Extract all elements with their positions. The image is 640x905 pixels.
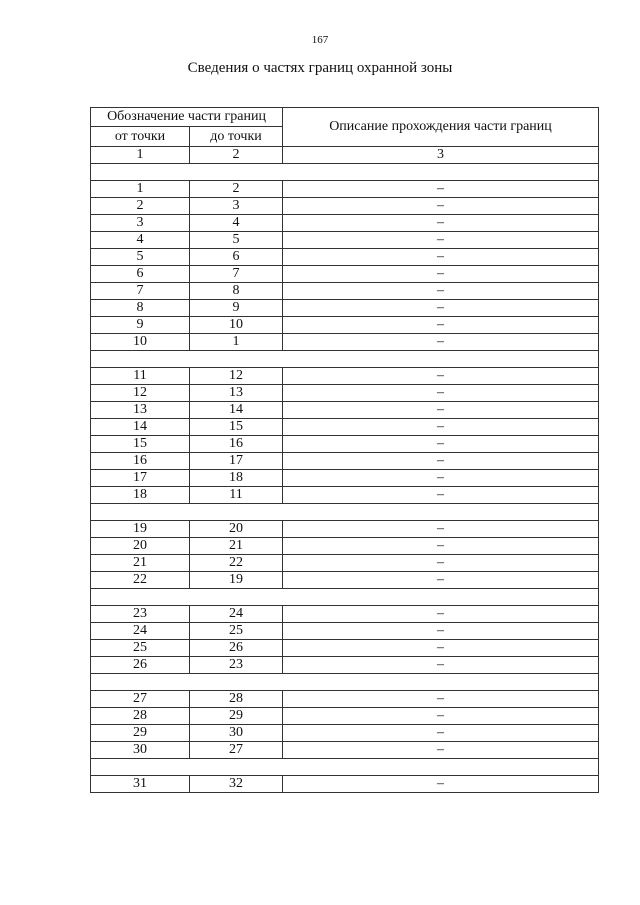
table-row — [91, 538, 599, 555]
from-point-cell: 16 — [91, 453, 190, 470]
table-header-row — [91, 108, 599, 127]
from-point-cell: 4 — [91, 232, 190, 249]
to-point-cell: 11 — [190, 487, 283, 504]
to-point-cell: 2 — [190, 181, 283, 198]
table-row — [91, 691, 599, 708]
from-point-header: от точки — [91, 127, 190, 147]
from-point-cell: 25 — [91, 640, 190, 657]
from-point-cell: 17 — [91, 470, 190, 487]
description-cell: – — [283, 249, 599, 266]
to-point-cell: 16 — [190, 436, 283, 453]
to-point-cell: 1 — [190, 334, 283, 351]
description-cell: – — [283, 453, 599, 470]
description-cell: – — [283, 725, 599, 742]
to-point-cell: 28 — [190, 691, 283, 708]
from-point-cell: 2 — [91, 198, 190, 215]
to-point-cell: 27 — [190, 742, 283, 759]
to-point-cell: 10 — [190, 317, 283, 334]
table-row — [91, 283, 599, 300]
from-point-cell: 18 — [91, 487, 190, 504]
column-number-3: 3 — [283, 147, 599, 164]
table-row — [91, 521, 599, 538]
group-separator-row — [91, 589, 599, 606]
table-row — [91, 657, 599, 674]
column-numbers-row — [91, 147, 599, 164]
separator-cell — [91, 504, 599, 521]
separator-cell — [91, 164, 599, 181]
separator-cell — [91, 589, 599, 606]
to-point-cell: 12 — [190, 368, 283, 385]
column-number-1: 1 — [91, 147, 190, 164]
to-point-cell: 25 — [190, 623, 283, 640]
description-cell: – — [283, 181, 599, 198]
from-point-cell: 30 — [91, 742, 190, 759]
from-point-cell: 1 — [91, 181, 190, 198]
table-row — [91, 249, 599, 266]
separator-cell — [91, 351, 599, 368]
table-row — [91, 266, 599, 283]
description-cell: – — [283, 232, 599, 249]
from-point-cell: 14 — [91, 419, 190, 436]
description-cell: – — [283, 470, 599, 487]
description-cell: – — [283, 776, 599, 793]
from-point-cell: 12 — [91, 385, 190, 402]
to-point-cell: 23 — [190, 657, 283, 674]
from-point-cell: 13 — [91, 402, 190, 419]
document-title: Сведения о частях границ охранной зоны — [187, 60, 453, 76]
to-point-cell: 8 — [190, 283, 283, 300]
table-row — [91, 487, 599, 504]
to-point-cell: 4 — [190, 215, 283, 232]
separator-cell — [91, 674, 599, 691]
to-point-cell: 20 — [190, 521, 283, 538]
table-row — [91, 385, 599, 402]
description-cell: – — [283, 402, 599, 419]
separator-cell — [91, 759, 599, 776]
description-cell: – — [283, 300, 599, 317]
to-point-cell: 17 — [190, 453, 283, 470]
table-row — [91, 232, 599, 249]
description-cell: – — [283, 742, 599, 759]
description-cell: – — [283, 368, 599, 385]
from-point-cell: 31 — [91, 776, 190, 793]
to-point-cell: 26 — [190, 640, 283, 657]
to-point-cell: 6 — [190, 249, 283, 266]
from-point-cell: 3 — [91, 215, 190, 232]
table-row — [91, 572, 599, 589]
to-point-cell: 18 — [190, 470, 283, 487]
group-separator-row — [91, 674, 599, 691]
boundary-parts-table — [90, 107, 599, 793]
group-separator-row — [91, 164, 599, 181]
from-point-cell: 21 — [91, 555, 190, 572]
from-point-cell: 26 — [91, 657, 190, 674]
to-point-header: до точки — [190, 127, 283, 147]
from-point-cell: 10 — [91, 334, 190, 351]
to-point-cell: 22 — [190, 555, 283, 572]
table-row — [91, 708, 599, 725]
from-point-cell: 7 — [91, 283, 190, 300]
description-cell: – — [283, 572, 599, 589]
from-point-cell: 29 — [91, 725, 190, 742]
table-row — [91, 368, 599, 385]
description-cell: – — [283, 623, 599, 640]
description-cell: – — [283, 198, 599, 215]
to-point-cell: 29 — [190, 708, 283, 725]
to-point-cell: 21 — [190, 538, 283, 555]
to-point-cell: 14 — [190, 402, 283, 419]
group-separator-row — [91, 504, 599, 521]
from-point-cell: 23 — [91, 606, 190, 623]
table-row — [91, 436, 599, 453]
to-point-cell: 9 — [190, 300, 283, 317]
from-point-cell: 15 — [91, 436, 190, 453]
from-point-cell: 28 — [91, 708, 190, 725]
description-cell: – — [283, 657, 599, 674]
table-row — [91, 453, 599, 470]
description-cell: – — [283, 317, 599, 334]
table-row — [91, 181, 599, 198]
from-point-cell: 24 — [91, 623, 190, 640]
description-cell: – — [283, 215, 599, 232]
page-number: 167 — [311, 34, 329, 46]
description-cell: – — [283, 419, 599, 436]
table-row — [91, 725, 599, 742]
group-separator-row — [91, 351, 599, 368]
description-cell: – — [283, 708, 599, 725]
description-cell: – — [283, 538, 599, 555]
table-row — [91, 742, 599, 759]
from-point-cell: 27 — [91, 691, 190, 708]
description-cell: – — [283, 606, 599, 623]
to-point-cell: 13 — [190, 385, 283, 402]
description-cell: – — [283, 691, 599, 708]
group-separator-row — [91, 759, 599, 776]
description-cell: – — [283, 555, 599, 572]
to-point-cell: 30 — [190, 725, 283, 742]
description-cell: – — [283, 266, 599, 283]
table-row — [91, 334, 599, 351]
table-row — [91, 623, 599, 640]
to-point-cell: 15 — [190, 419, 283, 436]
from-point-cell: 8 — [91, 300, 190, 317]
table-row — [91, 606, 599, 623]
from-point-cell: 6 — [91, 266, 190, 283]
table-row — [91, 419, 599, 436]
to-point-cell: 19 — [190, 572, 283, 589]
table-row — [91, 402, 599, 419]
table-row — [91, 215, 599, 232]
description-header: Описание прохождения части границ — [283, 108, 599, 147]
to-point-cell: 5 — [190, 232, 283, 249]
table-row — [91, 776, 599, 793]
description-cell: – — [283, 283, 599, 300]
from-point-cell: 5 — [91, 249, 190, 266]
description-cell: – — [283, 385, 599, 402]
from-point-cell: 22 — [91, 572, 190, 589]
to-point-cell: 24 — [190, 606, 283, 623]
table-row — [91, 555, 599, 572]
from-point-cell: 9 — [91, 317, 190, 334]
boundary-part-designation-header: Обозначение части границ — [91, 108, 283, 127]
from-point-cell: 11 — [91, 368, 190, 385]
column-number-2: 2 — [190, 147, 283, 164]
from-point-cell: 19 — [91, 521, 190, 538]
description-cell: – — [283, 521, 599, 538]
description-cell: – — [283, 640, 599, 657]
description-cell: – — [283, 334, 599, 351]
to-point-cell: 3 — [190, 198, 283, 215]
description-cell: – — [283, 436, 599, 453]
table-row — [91, 470, 599, 487]
from-point-cell: 20 — [91, 538, 190, 555]
table-row — [91, 640, 599, 657]
to-point-cell: 32 — [190, 776, 283, 793]
description-cell: – — [283, 487, 599, 504]
table-row — [91, 300, 599, 317]
to-point-cell: 7 — [190, 266, 283, 283]
table-row — [91, 317, 599, 334]
table-row — [91, 198, 599, 215]
